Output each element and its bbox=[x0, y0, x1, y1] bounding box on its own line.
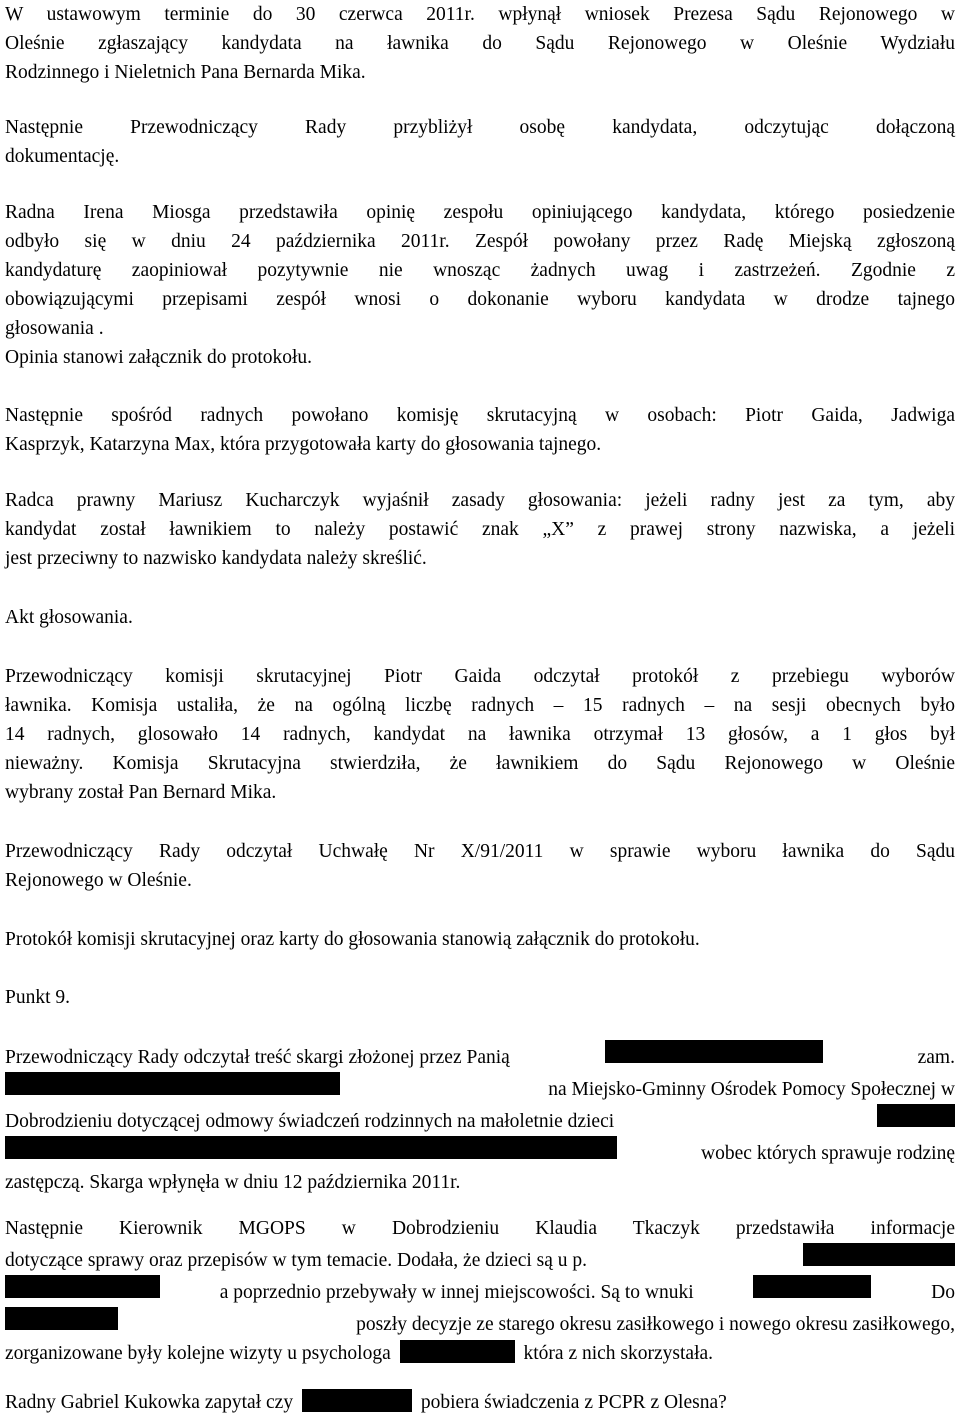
text-line bbox=[5, 1136, 955, 1168]
text-segment: która z nich skorzystała. bbox=[523, 1343, 714, 1364]
text-line: Opinia stanowi załącznik do protokołu. bbox=[5, 347, 313, 368]
text-line: dokumentację. bbox=[5, 146, 120, 167]
text-line: obowiązującymi przepisami zespół wnosi o dokonanie wyboru kandydata w drodze tajnego bbox=[5, 289, 955, 310]
text-line: głosowania . bbox=[5, 318, 104, 339]
text-line: Następnie spośród radnych powołano komisję skrutacyjną w osobach: Piotr Gaida, Jadwiga bbox=[5, 405, 955, 426]
text-line: Punkt 9. bbox=[5, 987, 71, 1008]
paragraph-chairman-presents bbox=[5, 113, 955, 171]
text-line: odbyło się w dniu 24 października 2011r. Zespół powołany przez Radę Miejską zgłoszoną bbox=[5, 231, 955, 252]
redaction-block bbox=[877, 1104, 955, 1127]
paragraph-voting-act bbox=[5, 603, 955, 632]
text-segment: Radny Gabriel Kukowka zapytał czy bbox=[5, 1392, 294, 1413]
redaction-block bbox=[803, 1243, 955, 1266]
text-segment: wobec których sprawuje rodzinę bbox=[701, 1143, 955, 1164]
text-line: Następnie Przewodniczący Rady przybliżył osobę kandydata, odczytując dołączoną bbox=[5, 117, 955, 138]
text-line: Radca prawny Mariusz Kucharczyk wyjaśnił zasady głosowania: jeżeli radny jest za tym, aby bbox=[5, 490, 955, 511]
paragraph-complaint bbox=[5, 1040, 955, 1197]
text-line: kandydaturę zaopiniował pozytywnie nie wnosząc żadnych uwag i zastrzeżeń. Zgodnie z bbox=[5, 260, 955, 281]
text-line bbox=[5, 1243, 955, 1275]
text-line: 14 radnych, glosowało 14 radnych, kandydat na ławnika otrzymał 13 głosów, a 1 głos był bbox=[5, 724, 955, 745]
text-line: Przewodniczący komisji skrutacyjnej Piotr Gaida odczytał protokół z przebiegu wyborów bbox=[5, 666, 955, 687]
text-line: zastępczą. Skarga wpłynęła w dniu 12 października 2011r. bbox=[5, 1172, 461, 1193]
text-line: Następnie Kierownik MGOPS w Dobrodzieniu Klaudia Tkaczyk przedstawiła informacje bbox=[5, 1218, 955, 1239]
text-line bbox=[5, 1104, 955, 1136]
text-line: Przewodniczący Rady odczytał Uchwałę Nr X/91/2011 w sprawie wyboru ławnika do Sądu bbox=[5, 841, 955, 862]
redaction-block bbox=[605, 1040, 823, 1063]
text-line: wybrany został Pan Bernard Mika. bbox=[5, 782, 277, 803]
text-line: jest przeciwny to nazwisko kandydata należy skreślić. bbox=[5, 548, 427, 569]
text-line bbox=[5, 1388, 955, 1417]
text-line bbox=[5, 1040, 955, 1072]
paragraph-commission bbox=[5, 401, 955, 459]
paragraph-resolution bbox=[5, 837, 955, 895]
text-line: Kasprzyk, Katarzyna Max, która przygotowała karty do głosowania tajnego. bbox=[5, 434, 602, 455]
redaction-block bbox=[5, 1307, 118, 1330]
text-segment: Do bbox=[931, 1282, 955, 1303]
text-segment: na Miejsko-Gminny Ośrodek Pomocy Społecznej w bbox=[548, 1079, 955, 1100]
section-heading-point-9 bbox=[5, 983, 955, 1012]
paragraph-mgops-info bbox=[5, 1214, 955, 1368]
redaction-block bbox=[5, 1136, 617, 1159]
text-segment: zorganizowane były kolejne wizyty u psychologa bbox=[5, 1343, 391, 1364]
text-segment: pobiera świadczenia z PCPR z Olesna? bbox=[420, 1392, 727, 1413]
text-line bbox=[5, 1339, 955, 1368]
text-line bbox=[5, 1275, 955, 1307]
paragraph-question bbox=[5, 1388, 955, 1417]
redaction-block bbox=[302, 1389, 412, 1412]
text-line: nieważny. Komisja Skrutacyjna stwierdziła, że ławnikiem do Sądu Rejonowego w Oleśnie bbox=[5, 753, 955, 774]
text-line bbox=[5, 1072, 955, 1104]
text-line: Radna Irena Miosga przedstawiła opinię zespołu opiniującego kandydata, którego posiedzenie bbox=[5, 202, 955, 223]
paragraph-team-opinion bbox=[5, 198, 955, 372]
text-line: W ustawowym terminie do 30 czerwca 2011r. wpłynął wniosek Prezesa Sądu Rejonowego w bbox=[5, 4, 955, 25]
paragraph-voting-result bbox=[5, 662, 955, 807]
redaction-block bbox=[753, 1275, 871, 1298]
paragraph-nomination bbox=[5, 0, 955, 87]
redaction-block bbox=[5, 1275, 160, 1298]
redaction-block bbox=[400, 1340, 515, 1363]
text-segment: zam. bbox=[917, 1047, 955, 1068]
text-segment: poszły decyzje ze starego okresu zasiłkowego i nowego okresu zasiłkowego, bbox=[356, 1314, 955, 1335]
text-line: Protokół komisji skrutacyjnej oraz karty do głosowania stanowią załącznik do protokołu. bbox=[5, 929, 700, 950]
text-segment: dotyczące sprawy oraz przepisów w tym temacie. Dodała, że dzieci są u p. bbox=[5, 1250, 588, 1271]
text-segment: Przewodniczący Rady odczytał treść skargi złożonej przez Panią bbox=[5, 1047, 510, 1068]
text-line bbox=[5, 1307, 955, 1339]
redaction-block bbox=[5, 1072, 340, 1095]
text-line: kandydat został ławnikiem to należy postawić znak „X” z prawej strony nazwiska, a jeżeli bbox=[5, 519, 955, 540]
paragraph-voting-rules bbox=[5, 486, 955, 573]
text-line: Rodzinnego i Nieletnich Pana Bernarda Mika. bbox=[5, 62, 366, 83]
text-line: Akt głosowania. bbox=[5, 607, 133, 628]
text-line: Oleśnie zgłaszający kandydata na ławnika do Sądu Rejonowego w Oleśnie Wydziału bbox=[5, 33, 955, 54]
text-segment: Dobrodzieniu dotyczącej odmowy świadczeń rodzinnych na małoletnie dzieci bbox=[5, 1111, 615, 1132]
text-line: ławnika. Komisja ustaliła, że na ogólną liczbę radnych – 15 radnych – na sesji obecnych było bbox=[5, 695, 955, 716]
paragraph-attachment bbox=[5, 925, 955, 954]
text-line: Rejonowego w Oleśnie. bbox=[5, 870, 192, 891]
text-segment: a poprzednio przebywały w innej miejscowości. Są to wnuki bbox=[219, 1282, 694, 1303]
